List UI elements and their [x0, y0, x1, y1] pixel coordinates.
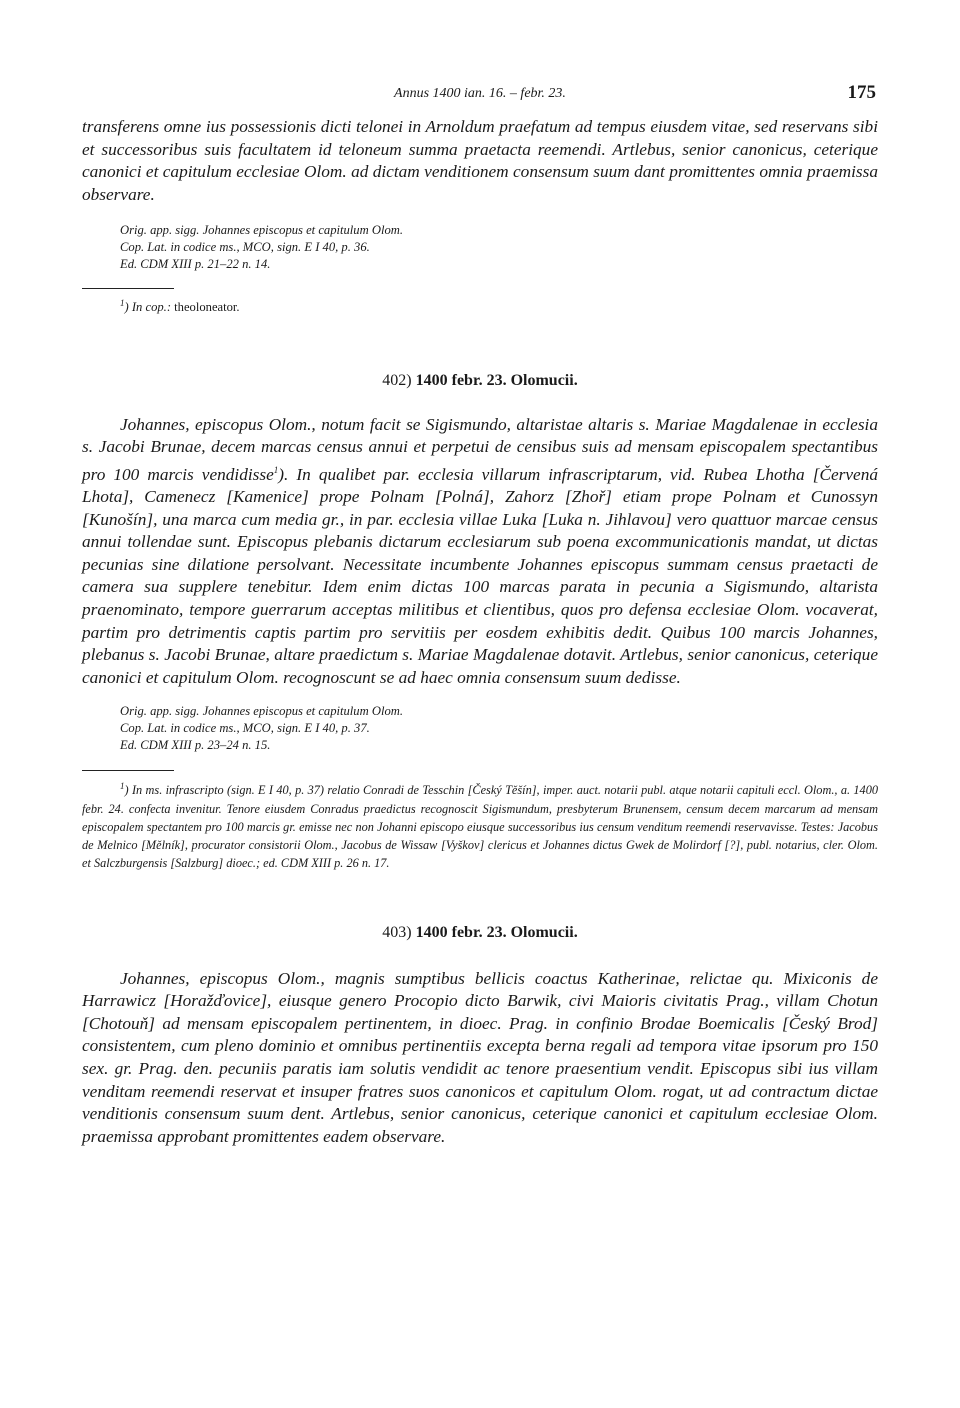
- page-header: [82, 80, 878, 110]
- source-line: Cop. Lat. in codice ms., MCO, sign. E I 40, p. 37.: [120, 721, 370, 736]
- page-number: 175: [847, 82, 876, 103]
- doc-403-text: Johannes, episcopus Olom., magnis sumptibus bellicis coactus Katherinae, relictae qu. Mixiconis de Harrawicz [Horažďovice], eiusque genero Procopio dicto Barwik, civi Maioris civitatis Prag., villam Chotun [Chotouň] ad mensam episcopalem pertinentem, in dioec. Prag. in confinio Brodae Boemicalis [Český Brod] consistentem, cum pleno dominio et omnibus pertinentiis excepta berna regali ad tempora vitae ipsorum pro 150 sex. gr. Prag. den. pecuniis paratis iam solutis vendidit ac tenore praesentium vendit. Episcopus sibi ius villam venditam reemendi reservat et insuper fratres suos canonicos et capitulum Olom. rogat, ut ad contractum dictae venditionis consensum suum dent. Artlebus, senior canonicus, ceterique canonici et capitulum ecclesiae Olom. praemissa approbant promittentes eadem observare.: [82, 968, 878, 1146]
- doc-402-date: 1400 febr. 23. Olomucii.: [415, 371, 578, 389]
- doc-402-text: [82, 414, 878, 690]
- footnote-marker: 1: [120, 781, 125, 792]
- footnote-text: ) In ms. infrascripto (sign. E I 40, p. 37) relatio Conradi de Tesschin [Český Těšín], imper. auct. notarii publ. atque notarii capituli eccl. Olom., a. 1400 febr. 24. confecta invenitur. Tenore eiusdem Conradus praedictus recognoscit Sigismundum, presbyterum Brunensem, censum decem marcarum ad mensam episcopalem spectantem pro 100 marcis gr. emisse nec non Johanni episcopo eiusque successoribus ius censum venditum reemendi reservavisse. Testes: Jacobus de Melnico [Mělník], procurator consistorii Olom., Jacobus de Wissaw [Vyškov] clericus et Johannes dictus Gwek de Molirdorf [?], publ. notarius, cler. Olom. et Salczburgensis [Salzburg] dioec.; ed. CDM XIII p. 26 n. 17.: [82, 783, 878, 870]
- doc-403-number: 403): [382, 923, 412, 941]
- continuation-footnote: [82, 295, 878, 316]
- source-line: Ed. CDM XIII p. 21–22 n. 14.: [120, 257, 271, 272]
- footnote-label: ) In cop.:: [124, 300, 172, 315]
- doc-402-number: 402): [382, 371, 412, 389]
- continuation-sources: [82, 222, 878, 273]
- doc-402-text-b: ). In qualibet par. ecclesia villarum infrascriptarum, vid. Rubea Lhotha [Červená Lhota], Camenecz [Kamenice] prope Polnam [Polná], Zahorz [Zhoř] etiam prope Polnam et Cunossyn [Kunošín], una marca cum media gr., in par. ecclesia villae Luka [Luka n. Jihlavou] vero quattuor marcae census annui tollendae sunt. Episcopus plebanis dictarum ecclesiarum sub poena excommunicationis mandat, ut dictas pecunias sine dilatione persolvant. Necessitate incumbente Johannes episcopus summam census praetacti de camera sua supplere tenebitur. Idem enim dictas 100 marcas parata in pecunia a Sigismundo, altarista praenominato, tempore guerrarum acceptas militibus et clientibus, quos pro defensa ecclesiae Olom. vocaverat, partim pro detrimentis captis partim pro servitiis per eosdem exhibitis dedit. Quibus 100 marcis Johannes, plebanus s. Jacobi Brunae, altare praedictum s. Mariae Magdalenae dotavit. Artlebus, senior canonicus, ceterique canonici et capitulum Olom. recognoscunt se ad haec omnia consensum suum dedisse.: [82, 464, 878, 687]
- footnote-text: theoloneator.: [171, 300, 240, 315]
- doc-402-sources: [82, 703, 878, 754]
- footnote-marker: 1: [273, 464, 279, 475]
- source-line: Ed. CDM XIII p. 23–24 n. 15.: [120, 738, 271, 753]
- footnote-marker: 1: [120, 298, 125, 309]
- doc-403-heading: [82, 924, 878, 942]
- doc-402-heading: [82, 372, 878, 390]
- document-page: [82, 80, 878, 1148]
- doc-403-date: 1400 febr. 23. Olomucii.: [415, 923, 578, 941]
- doc-402-footnote: [82, 777, 878, 871]
- source-line: Orig. app. sigg. Johannes episcopus et capitulum Olom.: [120, 223, 403, 238]
- footnote-rule: [82, 288, 174, 289]
- running-head: Annus 1400 ian. 16. – febr. 23.: [394, 86, 566, 101]
- footnote-rule: [82, 770, 174, 771]
- doc-402-text-a: Johannes, episcopus Olom., notum facit se Sigismundo, altaristae altaris s. Mariae Magdalenae in ecclesia s. Jacobi Brunae, decem marcas census annui et perpetui de censibus suis ad mensam episcopalem spectantibus pro 100 marcis vendidisse: [82, 414, 878, 484]
- continuation-text: transferens omne ius possessionis dicti telonei in Arnoldum praefatum ad tempus eiusdem vitae, sed reservans sibi et successoribus suis facultatem id teloneum summa praetacta reemendi. Artlebus, senior canonicus, ceterique canonici et capitulum ecclesiae Olom. ad dictam venditionem consensum suum dant promittentes omnia praemissa observare.: [82, 117, 878, 204]
- source-line: Cop. Lat. in codice ms., MCO, sign. E I 40, p. 36.: [120, 240, 370, 255]
- source-line: Orig. app. sigg. Johannes episcopus et capitulum Olom.: [120, 704, 403, 719]
